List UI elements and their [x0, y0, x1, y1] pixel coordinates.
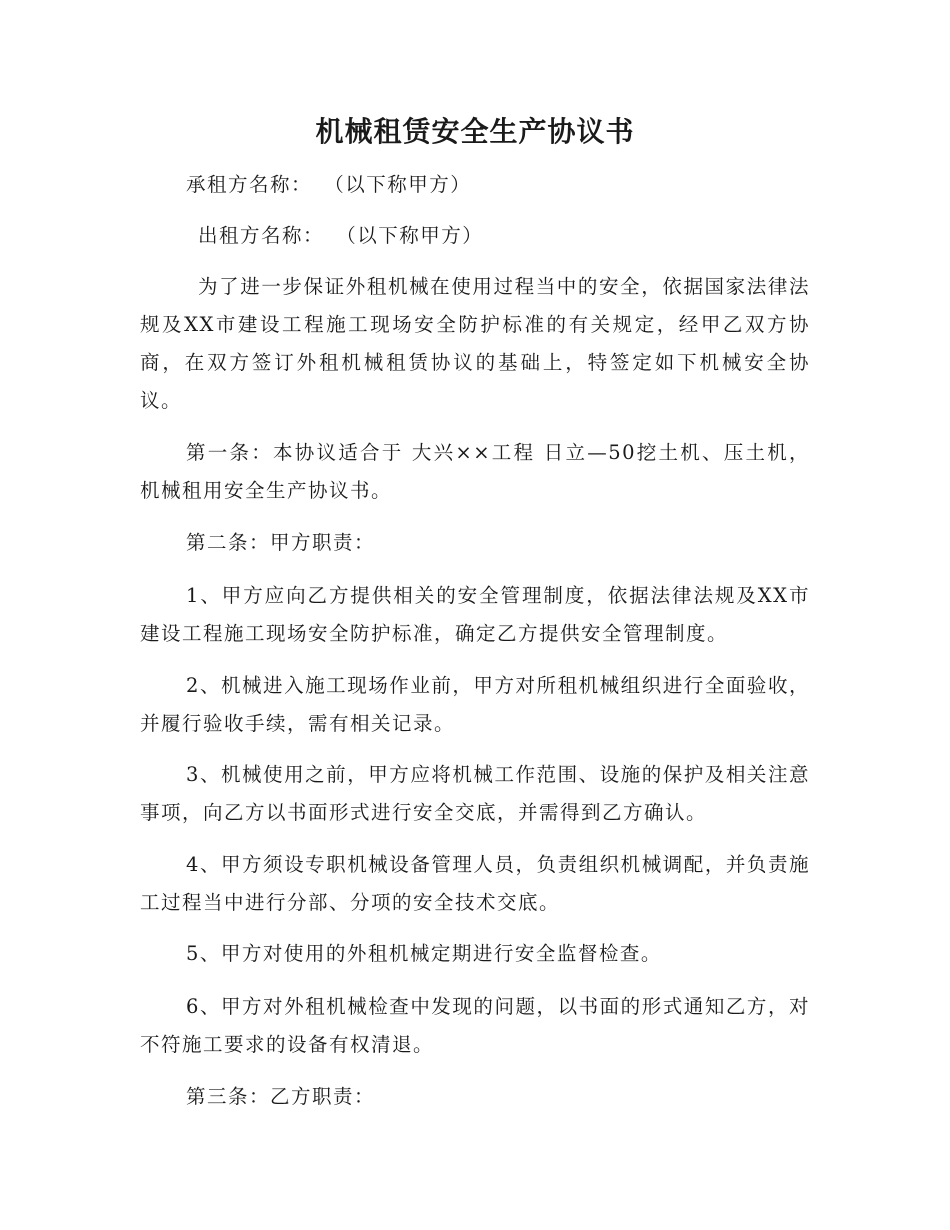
article-1-paragraph: 第一条：本协议适合于 大兴××工程 日立—50挖土机、压土机，机械租用安全生产协议书。 [140, 441, 810, 502]
lessee-line [186, 166, 471, 204]
article-2-item-1: 1、甲方应向乙方提供相关的安全管理制度，依据法律法规及XX市建设工程施工现场安全防护标准，确定乙方提供安全管理制度。 [140, 584, 810, 645]
article-3-heading: 第三条：乙方职责： [186, 1085, 376, 1108]
intro-paragraph: 为了进一步保证外租机械在使用过程当中的安全，依据国家法律法规及XX市建设工程施工现场安全防护标准的有关规定，经甲乙双方协商，在双方签订外租机械租赁协议的基础上，特签定如下机械安全协议。 [140, 275, 810, 412]
article-2-heading: 第二条：甲方职责： [186, 531, 376, 554]
lessor-line [198, 217, 483, 255]
lessor-label: 出租方名称： [198, 224, 325, 247]
article-2-item-4: 4、甲方须设专职机械设备管理人员，负责组织机械调配，并负责施工过程当中进行分部、分项的安全技术交底。 [140, 853, 810, 914]
lessee-value: （以下称甲方） [334, 173, 472, 196]
article-2-item-2: 2、机械进入施工现场作业前，甲方对所租机械组织进行全面验收，并履行验收手续，需有相关记录。 [140, 674, 810, 735]
article-2-item-6: 6、甲方对外租机械检查中发现的问题，以书面的形式通知乙方，对不符施工要求的设备有权清退。 [140, 995, 810, 1056]
article-2-item-3: 3、机械使用之前，甲方应将机械工作范围、设施的保护及相关注意事项，向乙方以书面形式进行安全交底，并需得到乙方确认。 [140, 763, 810, 824]
lessee-label: 承租方名称： [186, 173, 313, 196]
document-title: 机械租赁安全生产协议书 [315, 115, 635, 148]
lessor-value: （以下称甲方） [346, 224, 484, 247]
article-2-item-5: 5、甲方对使用的外租机械定期进行安全监督检查。 [186, 942, 662, 965]
